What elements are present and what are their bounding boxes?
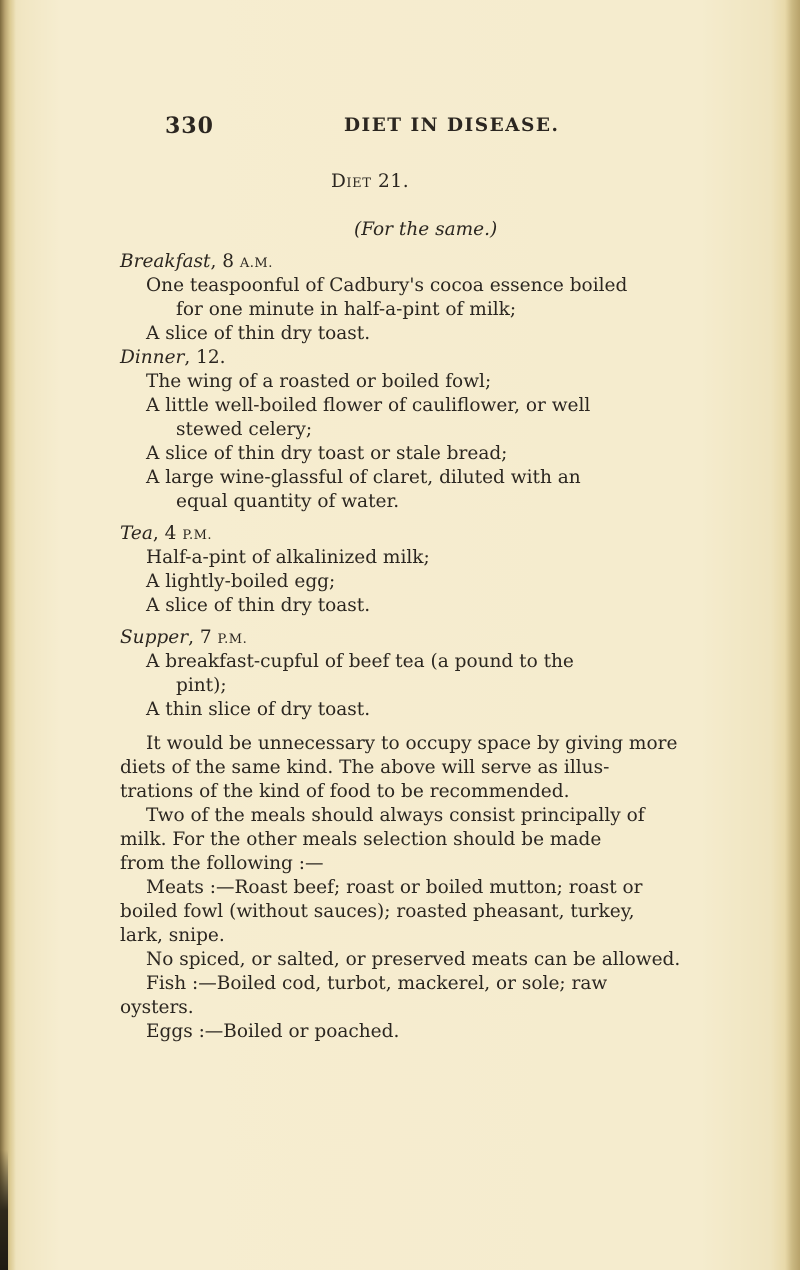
body-line: trations of the kind of food to be recommended. xyxy=(120,781,570,802)
meal-time-unit: P.M. xyxy=(182,528,213,543)
meal-time: 8 xyxy=(222,251,234,272)
meal-heading-supper: Supper, 7 P.M. xyxy=(120,627,248,648)
body-line: diets of the same kind. The above will serve as illus- xyxy=(120,757,610,778)
meal-name: Tea xyxy=(120,523,153,544)
body-line: Meats :—Roast beef; roast or boiled mutton; roast or xyxy=(146,877,643,898)
running-title: DIET IN DISEASE. xyxy=(344,115,560,136)
meal-item-line: A slice of thin dry toast or stale bread; xyxy=(146,443,508,464)
meal-name: Supper xyxy=(120,627,189,648)
meal-item-line: for one minute in half-a-pint of milk; xyxy=(176,299,517,320)
diet-subtitle: (For the same.) xyxy=(354,219,498,240)
meal-item-line: A thin slice of dry toast. xyxy=(146,699,371,720)
body-line: lark, snipe. xyxy=(120,925,225,946)
page-gutter-dark-corner xyxy=(0,1150,8,1270)
meal-item-line: A lightly-boiled egg; xyxy=(146,571,336,592)
meal-item-line: Half-a-pint of alkalinized milk; xyxy=(146,547,430,568)
meal-time: 12. xyxy=(196,347,226,368)
running-head xyxy=(0,113,800,143)
meal-item-line: A breakfast-cupful of beef tea (a pound to the xyxy=(146,651,574,672)
meal-time-unit: A.M. xyxy=(239,256,273,271)
body-line: milk. For the other meals selection should be made xyxy=(120,829,602,850)
body-line: oysters. xyxy=(120,997,194,1018)
meal-time-unit: P.M. xyxy=(217,632,248,647)
meal-heading-tea: Tea, 4 P.M. xyxy=(120,523,213,544)
meal-item-line: The wing of a roasted or boiled fowl; xyxy=(146,371,492,392)
meal-time: 4 xyxy=(164,523,177,544)
diet-title xyxy=(331,170,409,194)
page-gutter-shadow xyxy=(0,0,16,1270)
meal-heading-breakfast: Breakfast, 8 A.M. xyxy=(120,251,273,272)
body-line: from the following :— xyxy=(120,853,324,874)
meal-item-line: One teaspoonful of Cadbury's cocoa essence boiled xyxy=(146,275,628,296)
body-line: boiled fowl (without sauces); roasted pheasant, turkey, xyxy=(120,901,635,922)
meal-heading-dinner: Dinner, 12. xyxy=(120,347,226,368)
meal-time: 7 xyxy=(199,627,212,648)
body-line: No spiced, or salted, or preserved meats can be allowed. xyxy=(146,949,681,970)
meal-item-line: A slice of thin dry toast. xyxy=(146,323,371,344)
meal-item-line: A little well-boiled flower of cauliflower, or well xyxy=(146,395,591,416)
page-number: 330 xyxy=(165,113,214,139)
meal-name: Dinner xyxy=(120,347,185,368)
meal-item-line: equal quantity of water. xyxy=(176,491,400,512)
body-line: Eggs :—Boiled or poached. xyxy=(146,1021,400,1042)
meal-name: Breakfast xyxy=(120,251,211,272)
body-line: Fish :—Boiled cod, turbot, mackerel, or sole; raw xyxy=(146,973,608,994)
meal-item-line: pint); xyxy=(176,675,227,696)
body-line: It would be unnecessary to occupy space by giving more xyxy=(146,733,678,754)
body-line: Two of the meals should always consist principally of xyxy=(146,805,645,826)
meal-item-line: A large wine-glassful of claret, diluted with an xyxy=(146,467,581,488)
diet-title-text: Diet 21. xyxy=(331,171,410,192)
meal-item-line: stewed celery; xyxy=(176,419,313,440)
meal-item-line: A slice of thin dry toast. xyxy=(146,595,371,616)
